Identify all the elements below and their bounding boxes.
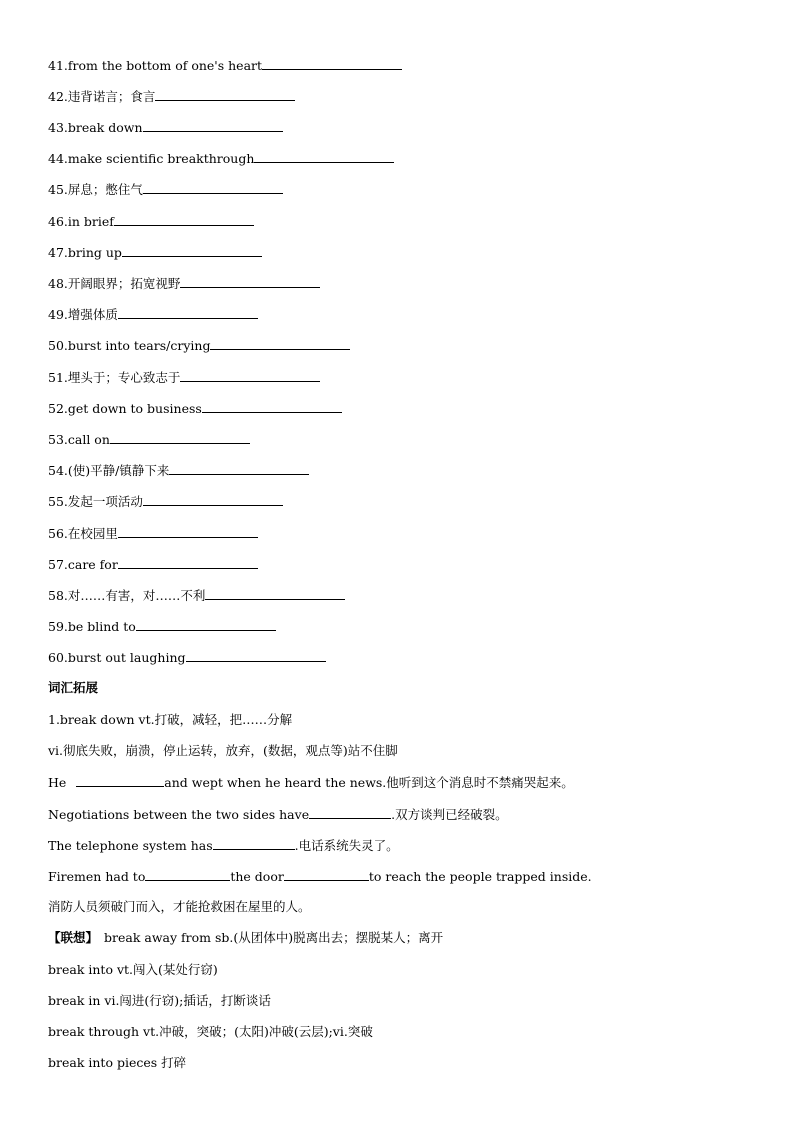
item-59: 59.be blind to (48, 618, 276, 635)
answer-blank[interactable] (186, 649, 326, 662)
item-58: 58.对……有害，对……不利 (48, 587, 345, 604)
item-53: 53.call on (48, 431, 250, 448)
item-43: 43.break down (48, 119, 283, 136)
section-title: 词汇拓展 (48, 680, 99, 695)
answer-blank[interactable] (309, 806, 391, 819)
item-55: 55.发起一项活动 (48, 493, 283, 510)
answer-blank[interactable] (180, 369, 320, 382)
answer-blank[interactable] (205, 587, 345, 600)
answer-blank[interactable] (169, 462, 309, 475)
example-3: The telephone system has .电话系统失灵了。 (48, 838, 399, 853)
answer-blank[interactable] (213, 837, 295, 850)
answer-blank[interactable] (136, 618, 276, 631)
answer-blank[interactable] (143, 493, 283, 506)
entry-break-down-vi: vi.彻底失败，崩溃，停止运转，放弃，(数据，观点等)站不住脚 (48, 743, 398, 758)
item-46: 46.in brief (48, 213, 254, 230)
answer-blank[interactable] (76, 774, 164, 787)
item-57: 57.care for (48, 556, 258, 573)
item-60: 60.burst out laughing (48, 649, 326, 666)
example-2: Negotiations between the two sides have .双方谈判已经破裂。 (48, 807, 508, 822)
item-42: 42.违背诺言；食言 (48, 88, 295, 105)
answer-blank[interactable] (284, 868, 369, 881)
answer-blank[interactable] (262, 57, 402, 70)
item-56: 56.在校园里 (48, 525, 258, 542)
answer-blank[interactable] (110, 431, 250, 444)
item-48: 48.开阔眼界；拓宽视野 (48, 275, 320, 292)
answer-blank[interactable] (143, 119, 283, 132)
association-label: 【联想】 (48, 930, 99, 945)
answer-blank[interactable] (155, 88, 295, 101)
answer-blank[interactable] (180, 275, 320, 288)
association-item: break in vi.闯进(行窃);插话，打断谈话 (48, 993, 271, 1008)
item-45: 45.屏息；憋住气 (48, 181, 283, 198)
entry-break-down: 1.break down vt.打破，减轻，把……分解 (48, 712, 293, 727)
answer-blank[interactable] (118, 556, 258, 569)
item-50: 50.burst into tears/crying (48, 337, 350, 354)
example-4-translation: 消防人员须破门而入，才能抢救困在屋里的人。 (48, 899, 311, 914)
answer-blank[interactable] (210, 337, 350, 350)
answer-blank[interactable] (122, 244, 262, 257)
answer-blank[interactable] (202, 400, 342, 413)
answer-blank[interactable] (118, 306, 258, 319)
item-44: 44.make scientific breakthrough (48, 150, 394, 167)
association: 【联想】 break away from sb.(从团体中)脱离出去；摆脱某人；离开 (48, 930, 444, 945)
association-item: break into pieces 打碎 (48, 1055, 187, 1070)
answer-blank[interactable] (254, 150, 394, 163)
example-1: He and wept when he heard the news.他听到这个消息时不禁痛哭起来。 (48, 775, 574, 790)
example-4: Firemen had to the door to reach the people trapped inside. (48, 869, 592, 884)
association-item: break into vt.闯入(某处行窃) (48, 962, 218, 977)
item-47: 47.bring up (48, 244, 262, 261)
item-41: 41.from the bottom of one's heart (48, 57, 402, 74)
answer-blank[interactable] (118, 525, 258, 538)
item-51: 51.埋头于；专心致志于 (48, 369, 320, 386)
item-54: 54.(使)平静/镇静下来 (48, 462, 309, 479)
item-49: 49.增强体质 (48, 306, 258, 323)
association-item: break through vt.冲破，突破；(太阳)冲破(云层);vi.突破 (48, 1024, 373, 1039)
item-52: 52.get down to business (48, 400, 342, 417)
answer-blank[interactable] (114, 213, 254, 226)
answer-blank[interactable] (145, 868, 230, 881)
answer-blank[interactable] (143, 181, 283, 194)
